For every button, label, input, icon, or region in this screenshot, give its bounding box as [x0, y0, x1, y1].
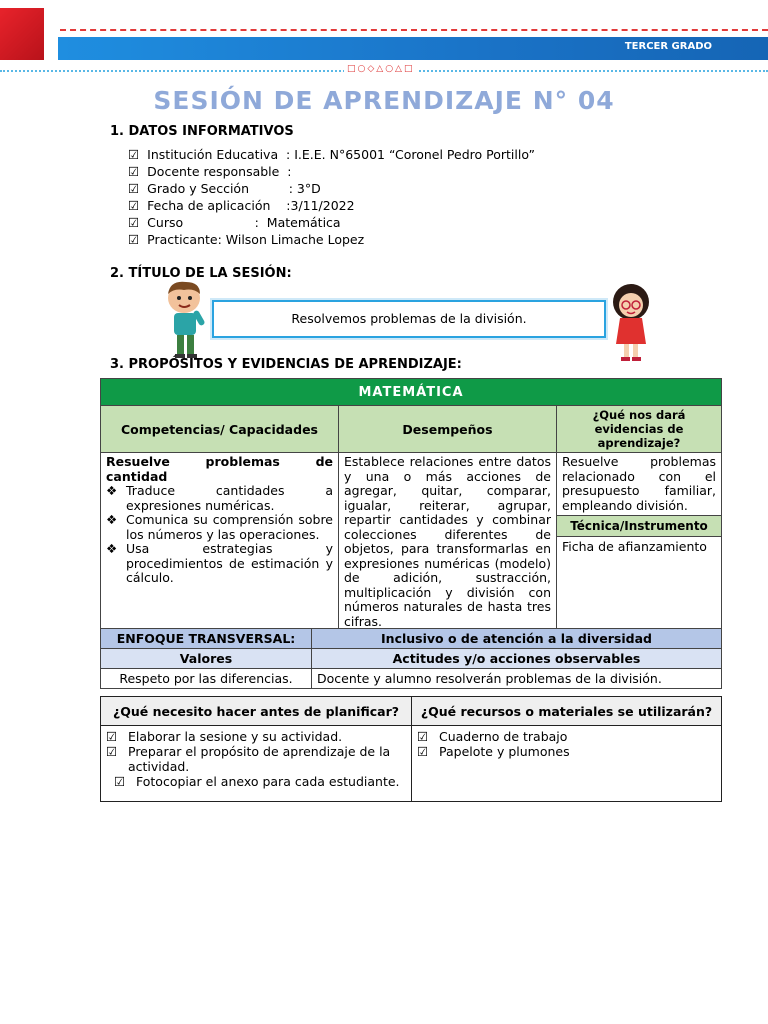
transversal-label: ENFOQUE TRANSVERSAL:: [101, 629, 312, 649]
technique-label: Técnica/Instrumento: [557, 515, 721, 537]
checkbox-icon: ☑: [106, 744, 118, 759]
capacity-item: ❖ Comunica su comprensión sobre los números y las operaciones.: [106, 512, 333, 542]
info-item: ☑ Fecha de aplicación :3/11/2022: [128, 198, 355, 213]
bullet-icon: ❖: [106, 483, 118, 498]
header-dashed-line: [60, 29, 768, 31]
girl-illustration-icon: [606, 284, 656, 362]
checkbox-icon: ☑: [128, 198, 140, 213]
technique-value: Ficha de afianzamiento: [562, 539, 707, 554]
checkbox-icon: ☑: [128, 181, 140, 196]
capacity-item: ❖ Usa estrategias y procedimientos de estimación y cálculo.: [106, 541, 333, 585]
col-header-performance: Desempeños: [339, 406, 557, 453]
before-item: ☑ Elaborar la sesione y su actividad.: [106, 729, 343, 744]
evidence-cell: [557, 453, 722, 632]
checkbox-icon: ☑: [128, 147, 140, 162]
grade-label: TERCER GRADO: [624, 41, 712, 52]
planning-question-2: ¿Qué recursos o materiales se utilizarán?: [412, 697, 722, 726]
bullet-icon: ❖: [106, 512, 118, 527]
checkbox-icon: ☑: [128, 164, 140, 179]
before-item: ☑ Fotocopiar el anexo para cada estudiante.: [114, 774, 400, 789]
resource-item: ☑ Cuaderno de trabajo: [417, 729, 568, 744]
brand-red-block: [0, 8, 44, 60]
planning-question-1: ¿Qué necesito hacer antes de planificar?: [101, 697, 412, 726]
info-item: ☑ Grado y Sección : 3°D: [128, 181, 321, 196]
capacity-item: ❖ Traduce cantidades a expresiones numéricas.: [106, 483, 333, 513]
transversal-table: [100, 628, 722, 689]
bullet-icon: ❖: [106, 541, 118, 556]
resource-item: ☑ Papelote y plumones: [417, 744, 570, 759]
evidence-text: Resuelve problemas relacionado con el presupuesto familiar, empleando división.: [562, 454, 716, 513]
decorative-shapes: □○◇△○△□: [344, 64, 417, 74]
section1-heading: 1. DATOS INFORMATIVOS: [110, 124, 294, 139]
info-item: ☑ Curso : Matemática: [128, 215, 341, 230]
page-title: SESIÓN DE APRENDIZAJE N° 04: [153, 86, 615, 115]
session-title-box: Resolvemos problemas de la división.: [212, 300, 606, 338]
info-item: ☑ Docente responsable :: [128, 164, 292, 179]
section2-heading: 2. TÍTULO DE LA SESIÓN:: [110, 266, 292, 281]
performance-cell: Establece relaciones entre datos y una o más acciones de agregar, quitar, comparar, igualar, reiterar, agrupar, repartir cantidades y combinar colecciones diferentes de objetos, para transformarlas en expresiones numéricas (modelo) de adición, sustracción, multiplicación y división con números naturales de hasta tres cifras.: [339, 453, 557, 632]
checkbox-icon: ☑: [417, 744, 429, 759]
planning-table: [100, 696, 722, 802]
attitudes-label: Actitudes y/o acciones observables: [312, 649, 722, 669]
checkbox-icon: ☑: [106, 729, 118, 744]
competence-title: Resuelve problemas de cantidad: [106, 454, 333, 484]
section3-heading: 3. PROPÓSITOS Y EVIDENCIAS DE APRENDIZAJE:: [110, 357, 462, 372]
before-list: [101, 726, 412, 802]
checkbox-icon: ☑: [417, 729, 429, 744]
checkbox-icon: ☑: [128, 232, 140, 247]
checkbox-icon: ☑: [128, 215, 140, 230]
col-header-competences: Competencias/ Capacidades: [101, 406, 339, 453]
competences-cell: [101, 453, 339, 632]
info-list: [128, 146, 535, 248]
learning-table: [100, 378, 722, 632]
col-header-evidence: ¿Qué nos dará evidencias de aprendizaje?: [557, 406, 722, 453]
boy-illustration-icon: [160, 280, 212, 360]
values-label: Valores: [101, 649, 312, 669]
resources-list: [412, 726, 722, 802]
area-header: MATEMÁTICA: [101, 379, 722, 406]
info-item: ☑ Practicante: Wilson Limache Lopez: [128, 232, 365, 247]
checkbox-icon: ☑: [114, 774, 126, 789]
value-item: Respeto por las diferencias.: [101, 669, 312, 689]
transversal-value: Inclusivo o de atención a la diversidad: [312, 629, 722, 649]
info-item: ☑ Institución Educativa : I.E.E. N°65001 “Coronel Pedro Portillo”: [128, 147, 536, 162]
attitude-item: Docente y alumno resolverán problemas de la división.: [312, 669, 722, 689]
before-item: ☑ Preparar el propósito de aprendizaje de la actividad.: [106, 744, 391, 774]
header-bar: [58, 37, 768, 60]
